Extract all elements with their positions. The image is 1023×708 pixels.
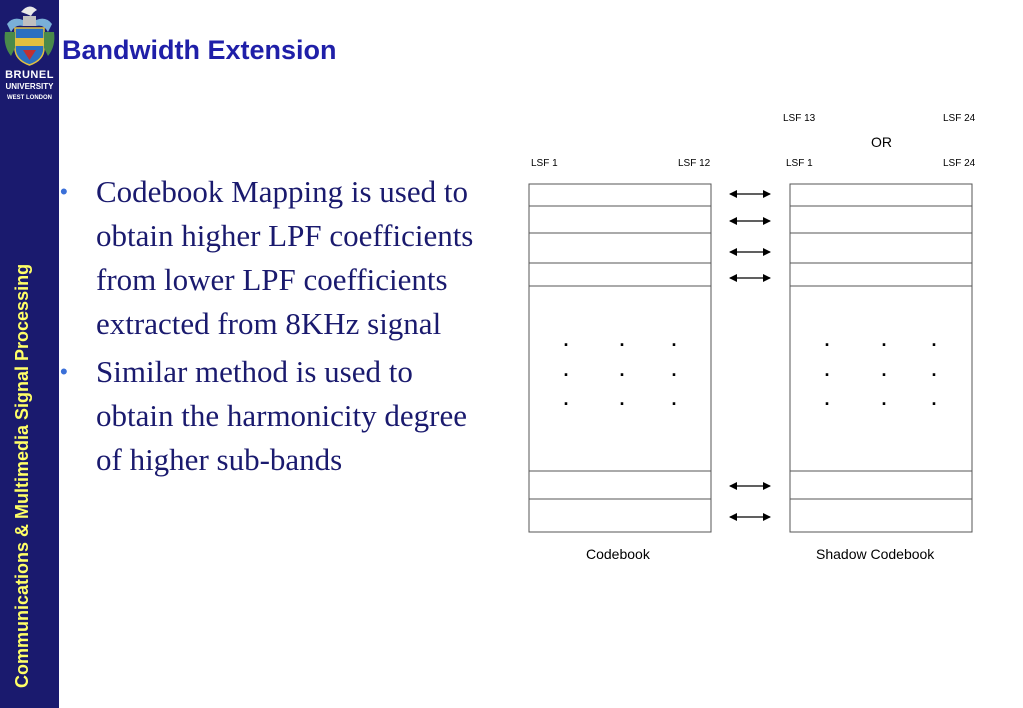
bullet-text: Similar method is used to obtain the harmonicity degree of higher sub-bands [96,354,468,477]
svg-text:.: . [563,330,569,350]
label-lsf-13: LSF 13 [783,113,816,124]
ellipsis-dots [563,330,936,409]
shadow-codebook-box [790,184,972,532]
logo-line-3: WEST LONDON [7,95,52,101]
shadow-label-lsf-1: LSF 1 [786,158,813,169]
shadow-label-lsf-24: LSF 24 [943,158,976,169]
or-label: OR [871,134,892,150]
svg-text:.: . [881,360,887,380]
svg-text:.: . [881,330,887,350]
shadow-codebook-caption: Shadow Codebook [816,546,935,562]
mapping-arrows [730,194,770,517]
svg-text:.: . [563,389,569,409]
logo-line-2: UNIVERSITY [5,82,54,91]
codebook-label-lsf-1: LSF 1 [531,158,558,169]
svg-text:.: . [931,389,937,409]
svg-text:.: . [931,330,937,350]
codebook-label-lsf-12: LSF 12 [678,158,711,169]
bullet-text: Codebook Mapping is used to obtain higher LPF coefficients from lower LPF coefficients extracted from 8KHz signal [96,174,474,341]
slide-title: Bandwidth Extension [62,35,337,65]
logo-line-1: BRUNEL [5,69,54,81]
svg-text:.: . [824,389,830,409]
codebook-box [529,184,711,532]
svg-text:.: . [931,360,937,380]
sidebar-title: Communications & Multimedia Signal Processing [12,263,32,688]
bullet-icon: • [60,359,68,384]
svg-text:.: . [619,360,625,380]
svg-text:.: . [671,389,677,409]
svg-text:.: . [824,330,830,350]
label-lsf-24-top: LSF 24 [943,113,976,124]
svg-text:.: . [671,330,677,350]
codebook-caption: Codebook [586,546,650,562]
svg-text:.: . [824,360,830,380]
svg-text:.: . [619,330,625,350]
svg-text:.: . [881,389,887,409]
bullet-icon: • [60,179,68,204]
svg-text:.: . [619,389,625,409]
svg-text:.: . [671,360,677,380]
svg-text:.: . [563,360,569,380]
